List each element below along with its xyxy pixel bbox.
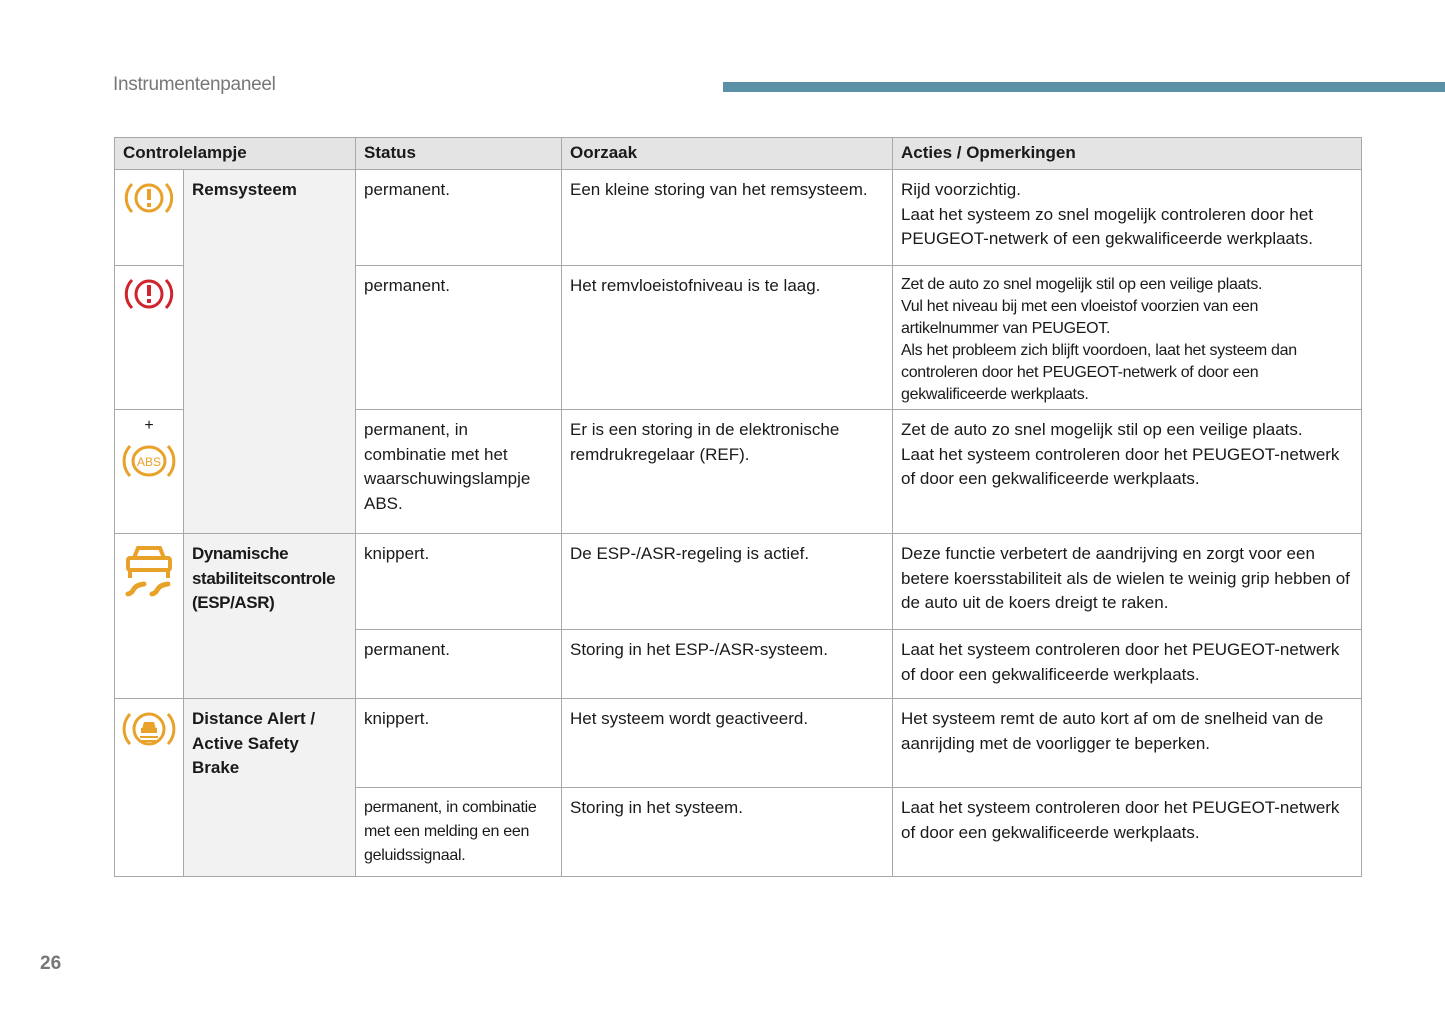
action-cell: Het systeem remt de auto kort af om de snelheid van de aanrijding met de voorligger te beperken. [893, 699, 1362, 788]
cause-cell: Storing in het ESP-/ASR-systeem. [562, 630, 893, 699]
icon-cell [115, 534, 184, 699]
action-cell: Zet de auto zo snel mogelijk stil op een veilige plaats. Vul het niveau bij met een vloeistof voorzien van een artikelnummer van PEUGEOT. Als het probleem zich blijft voordoen, laat het systeem dan controleren door het PEUGEOT-netwerk of door een gekwalificeerde werkplaats. [893, 266, 1362, 410]
group-name: Remsysteem [184, 170, 356, 534]
brake-warning-red-icon [124, 274, 174, 314]
table-header [115, 138, 1362, 170]
cause-cell: Storing in het systeem. [562, 788, 893, 877]
group-name: Dynamische stabiliteitscontrole (ESP/ASR) [184, 534, 356, 699]
brake-warning-amber-icon [124, 178, 174, 218]
action-cell: Laat het systeem controleren door het PEUGEOT-netwerk of door een gekwalificeerde werkplaats. [893, 630, 1362, 699]
status-cell: permanent. [356, 170, 562, 266]
icon-cell [115, 410, 184, 534]
warning-lights-table [114, 137, 1362, 877]
status-cell: permanent. [356, 266, 562, 410]
abs-icon [122, 440, 176, 482]
action-cell: Rijd voorzichtig. Laat het systeem zo snel mogelijk controleren door het PEUGEOT-netwerk of een gekwalificeerde werkplaats. [893, 170, 1362, 266]
col-header: Status [356, 138, 562, 170]
col-header: Controlelampje [115, 138, 356, 170]
cause-cell: De ESP-/ASR-regeling is actief. [562, 534, 893, 630]
accent-bar [723, 82, 1445, 92]
esp-skid-icon [122, 542, 176, 598]
icon-cell [115, 170, 184, 266]
status-cell: permanent. [356, 630, 562, 699]
cause-cell: Een kleine storing van het remsysteem. [562, 170, 893, 266]
status-cell: permanent, in combinatie met het waarschuwingslampje ABS. [356, 410, 562, 534]
distance-alert-icon [121, 707, 177, 751]
page-number: 26 [40, 953, 62, 974]
cause-cell: Er is een storing in de elektronische remdrukregelaar (REF). [562, 410, 893, 534]
table-row [115, 534, 1362, 630]
table-row [115, 170, 1362, 266]
action-cell: Laat het systeem controleren door het PEUGEOT-netwerk of door een gekwalificeerde werkplaats. [893, 788, 1362, 877]
status-cell: knippert. [356, 534, 562, 630]
col-header: Oorzaak [562, 138, 893, 170]
action-cell: Zet de auto zo snel mogelijk stil op een veilige plaats. Laat het systeem controleren door het PEUGEOT-netwerk of door een gekwalificeerde werkplaats. [893, 410, 1362, 534]
section-title: Instrumentenpaneel [113, 74, 276, 95]
status-cell: permanent, in combinatie met een melding en een geluidssignaal. [356, 788, 562, 877]
table-row [115, 699, 1362, 788]
svg-text:ABS: ABS [136, 455, 162, 469]
icon-cell [115, 266, 184, 410]
cause-cell: Het systeem wordt geactiveerd. [562, 699, 893, 788]
icon-cell [115, 699, 184, 877]
col-header: Acties / Opmerkingen [893, 138, 1362, 170]
plus-sign: + [144, 417, 154, 434]
cause-cell: Het remvloeistofniveau is te laag. [562, 266, 893, 410]
action-cell: Deze functie verbetert de aandrijving en zorgt voor een betere koersstabiliteit als de wielen te weinig grip hebben of de auto uit de koers dreigt te raken. [893, 534, 1362, 630]
group-name: Distance Alert / Active Safety Brake [184, 699, 356, 877]
status-cell: knippert. [356, 699, 562, 788]
